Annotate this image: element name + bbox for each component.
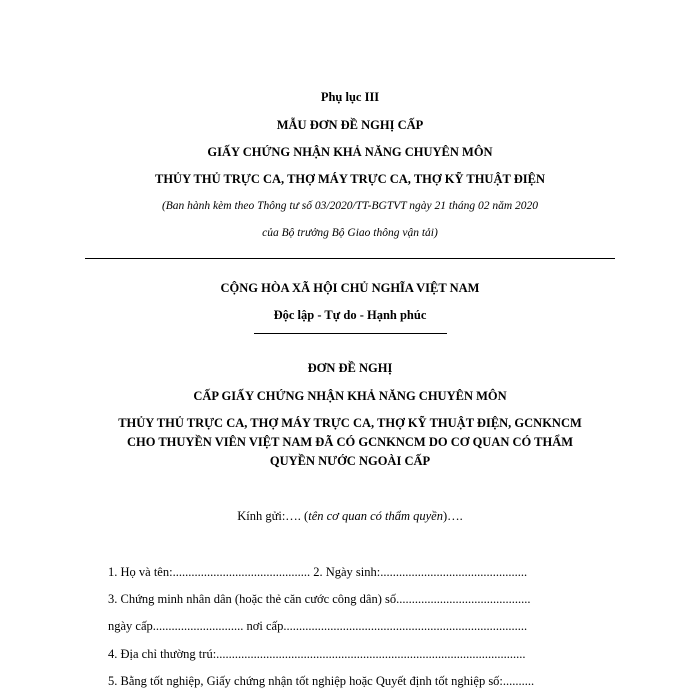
application-title: ĐƠN ĐỀ NGHỊ bbox=[307, 361, 393, 375]
issued-with-line-2: của Bộ trưởng Bộ Giao thông vận tải) bbox=[262, 227, 438, 239]
issued-with-line-1: (Ban hành kèm theo Thông tư số 03/2020/TT-BGTVT ngày 21 tháng 02 năm 2020 bbox=[161, 200, 539, 212]
national-name: CỘNG HÒA XÃ HỘI CHỦ NGHĨA VIỆT NAM bbox=[220, 281, 480, 295]
appendix-label: Phụ lục III bbox=[320, 90, 380, 104]
field-permanent-address: 4. Địa chỉ thường trú:................................................................................................... bbox=[108, 647, 526, 661]
form-title-line-3: THỦY THỦ TRỰC CA, THỢ MÁY TRỰC CA, THỢ KỸ THUẬT ĐIỆN bbox=[155, 172, 545, 186]
application-desc-line-1: THỦY THỦ TRỰC CA, THỢ MÁY TRỰC CA, THỢ KỸ THUẬT ĐIỆN, GCNKNCM bbox=[118, 416, 582, 430]
field-id-number: 3. Chứng minh nhân dân (hoặc thẻ căn cước công dân) số........................................... bbox=[108, 592, 531, 606]
addressee-line bbox=[0, 510, 700, 523]
header-divider bbox=[85, 258, 615, 259]
application-desc-line-2: CHO THUYỀN VIÊN VIỆT NAM ĐÃ CÓ GCNKNCM DO CƠ QUAN CÓ THẨM bbox=[126, 435, 574, 449]
field-issue-date-place: ngày cấp............................. nơi cấp.............................................................................. bbox=[108, 619, 528, 633]
application-subtitle: CẤP GIẤY CHỨNG NHẬN KHẢ NĂNG CHUYÊN MÔN bbox=[193, 389, 507, 403]
motto-underline bbox=[254, 333, 447, 334]
application-desc-line-3: QUYỀN NƯỚC NGOÀI CẤP bbox=[269, 454, 431, 468]
national-motto: Độc lập - Tự do - Hạnh phúc bbox=[273, 308, 427, 322]
form-title-line-2: GIẤY CHỨNG NHẬN KHẢ NĂNG CHUYÊN MÔN bbox=[207, 145, 493, 159]
form-title-line-1: MẪU ĐƠN ĐỀ NGHỊ CẤP bbox=[276, 118, 424, 132]
addressee-prefix: Kính gửi:…. ( bbox=[237, 509, 309, 523]
addressee-suffix: )…. bbox=[442, 509, 463, 523]
field-name-birthdate: 1. Họ và tên:............................................ 2. Ngày sinh:............................................... bbox=[108, 565, 528, 579]
addressee-placeholder: tên cơ quan có thẩm quyền bbox=[308, 509, 443, 523]
field-graduation-certificate: 5. Bằng tốt nghiệp, Giấy chứng nhận tốt nghiệp hoặc Quyết định tốt nghiệp số:.......... bbox=[108, 674, 535, 688]
